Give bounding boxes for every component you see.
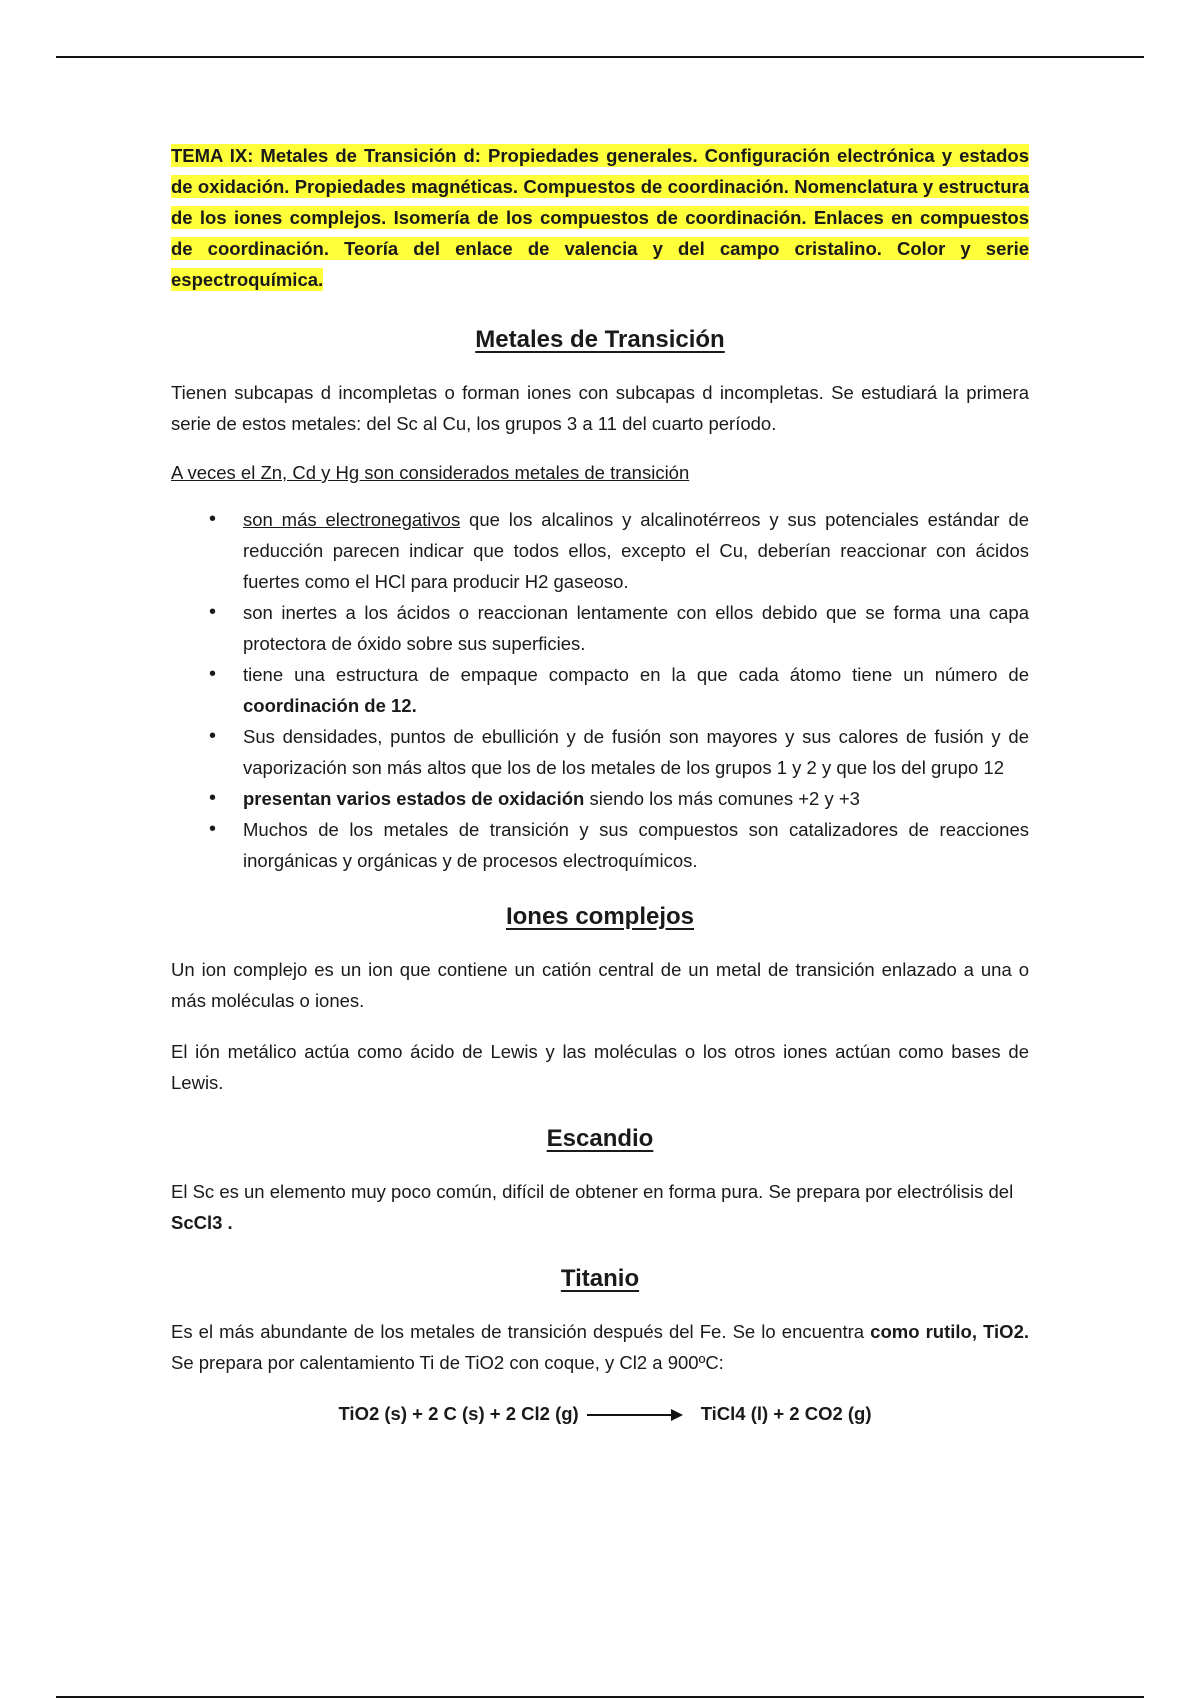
metales-note: A veces el Zn, Cd y Hg son considerados metales de transición — [171, 462, 690, 483]
escandio-paragraph: El Sc es un elemento muy poco común, difícil de obtener en forma pura. Se prepara por electrólisis del ScCl3 . — [171, 1181, 1014, 1233]
list-item: • tiene una estructura de empaque compacto en la que cada átomo tiene un número de coordinación de 12. — [243, 659, 1029, 721]
topic-header — [171, 140, 1029, 295]
heading-iones: Iones complejos — [505, 903, 695, 930]
titanio-equation — [171, 1398, 1029, 1429]
list-item: • son más electronegativos que los alcalinos y alcalinotérreos y sus potenciales estándar de reducción parecen indicar que todos ellos, excepto el Cu, deberían reaccionar con ácidos fuertes como el HCl para producir H2 gaseoso. — [243, 504, 1029, 597]
bottom-rule — [56, 1696, 1144, 1698]
reaction-arrow-icon — [587, 1414, 681, 1416]
document-body — [171, 140, 1029, 1429]
heading-escandio: Escandio — [546, 1125, 654, 1152]
list-item: • Muchos de los metales de transición y sus compuestos son catalizadores de reacciones inorgánicas y orgánicas y de procesos electroquímicos. — [243, 814, 1029, 876]
metales-bullet-list — [171, 504, 1029, 876]
list-item: • son inertes a los ácidos o reaccionan lentamente con ellos debido que se forma una capa protectora de óxido sobre sus superficies. — [243, 597, 1029, 659]
list-item: • Sus densidades, puntos de ebullición y de fusión son mayores y sus calores de fusión y de vaporización son más altos que los de los metales de los grupos 1 y 2 y que los del grupo 12 — [243, 721, 1029, 783]
metales-paragraph: Tienen subcapas d incompletas o forman iones con subcapas d incompletas. Se estudiará la primera serie de estos metales: del Sc al Cu, los grupos 3 a 11 del cuarto período. — [171, 382, 1029, 434]
equation-reactants: TiO2 (s) + 2 C (s) + 2 Cl2 (g) — [338, 1403, 579, 1424]
heading-titanio: Titanio — [560, 1265, 640, 1292]
list-item: • presentan varios estados de oxidación siendo los más comunes +2 y +3 — [243, 783, 1029, 814]
equation-products: TiCl4 (l) + 2 CO2 (g) — [700, 1403, 872, 1424]
titanio-paragraph: Es el más abundante de los metales de transición después del Fe. Se lo encuentra como rutilo, TiO2. Se prepara por calentamiento Ti de TiO2 con coque, y Cl2 a 900ºC: — [171, 1321, 1029, 1373]
iones-paragraph-2: El ión metálico actúa como ácido de Lewis y las moléculas o los otros iones actúan como bases de Lewis. — [171, 1041, 1029, 1093]
top-rule — [56, 56, 1144, 58]
iones-paragraph-1: Un ion complejo es un ion que contiene un catión central de un metal de transición enlazado a una o más moléculas o iones. — [171, 959, 1029, 1011]
topic-header-text: TEMA IX: Metales de Transición d: Propiedades generales. Configuración electrónica y estados de oxidación. Propiedades magnéticas. Compuestos de coordinación. Nomenclatura y estructura de los iones complejos. Isomería de los compuestos de coordinación. Enlaces en compuestos de coordinación. Teoría del enlace de valencia y del campo cristalino. Color y serie espectroquímica. — [171, 145, 1029, 290]
heading-metales: Metales de Transición — [475, 326, 725, 353]
